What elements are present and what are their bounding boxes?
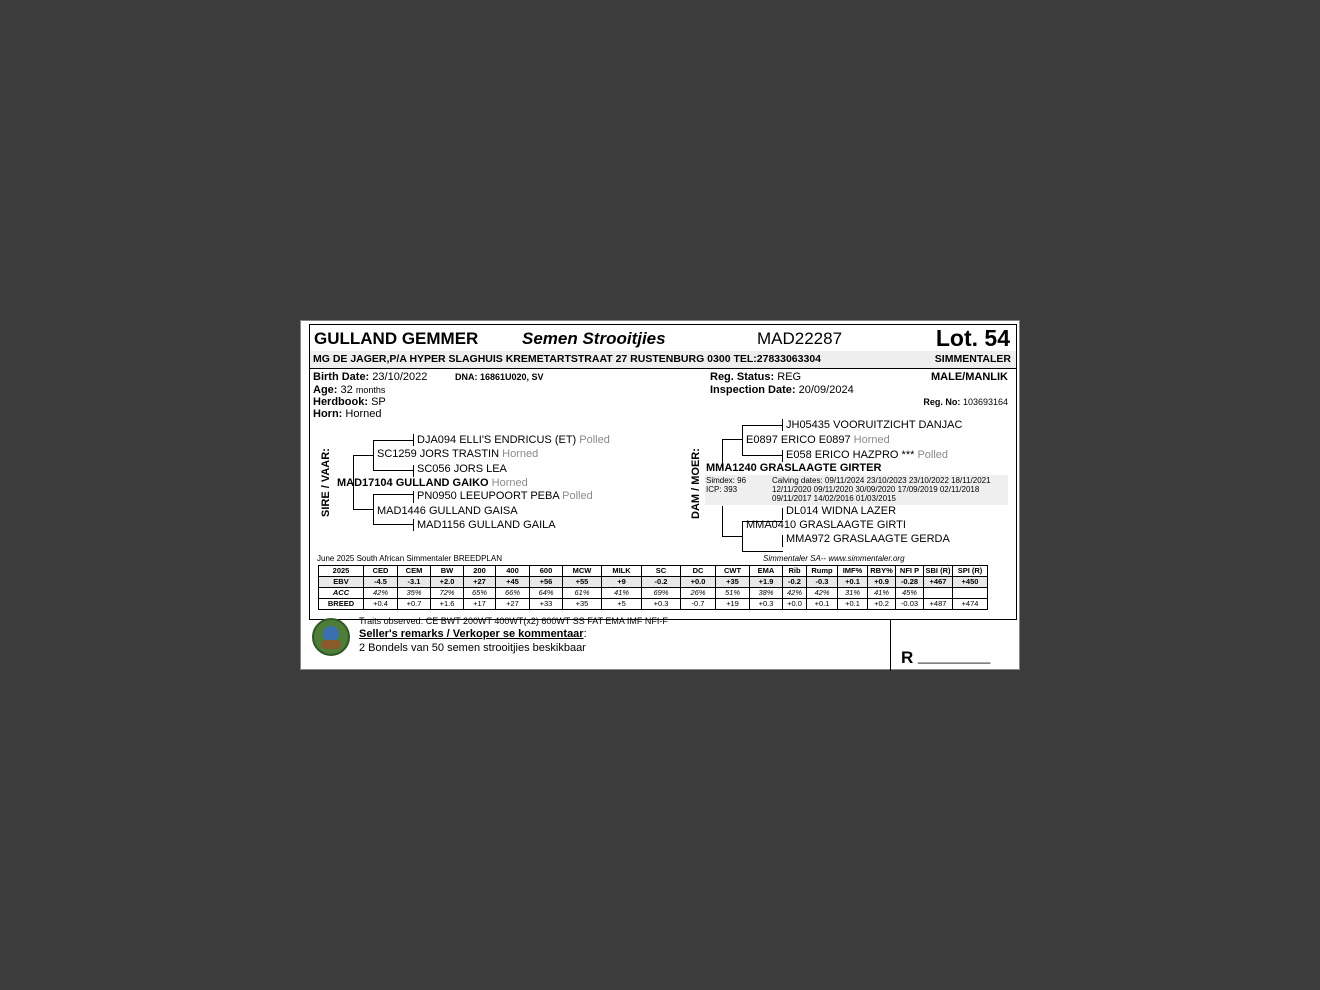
acc-cell	[924, 588, 953, 599]
price-currency: R	[901, 648, 914, 667]
headers-cell: Rump	[807, 566, 838, 577]
headers-cell: 400	[496, 566, 530, 577]
ebv-cell: +56	[530, 577, 563, 588]
calving-dates-3: 09/11/2017 14/02/2016 01/03/2015	[772, 494, 896, 503]
sire-sire-dam: SC056 JORS LEA	[417, 463, 507, 475]
headers-cell: CED	[364, 566, 398, 577]
breed-name: SIMMENTALER	[934, 353, 1011, 365]
ebv-cell: +450	[953, 577, 988, 588]
acc-cell	[953, 588, 988, 599]
remarks-title: Seller's remarks / Verkoper se kommentaar:	[359, 628, 587, 640]
sire-dam: MAD1446 GULLAND GAISA	[377, 505, 518, 517]
card-header	[310, 325, 1016, 352]
lot-card-frame	[309, 324, 1017, 620]
headers-cell: 600	[530, 566, 563, 577]
ebv-cell: -0.2	[642, 577, 681, 588]
sire: MAD17104 GULLAND GAIKO Horned	[337, 477, 528, 489]
dam-label: DAM / MOER:	[690, 448, 702, 519]
breed-cell: +0.2	[868, 599, 896, 610]
acc-cell: 64%	[530, 588, 563, 599]
sire-sire: SC1259 JORS TRASTIN Horned	[377, 448, 539, 460]
price-blank: __________	[918, 649, 991, 664]
product-type: Semen Strooitjies	[522, 329, 666, 348]
sire-label: SIRE / VAAR:	[320, 448, 332, 517]
ebv-cell: -0.3	[807, 577, 838, 588]
sire-sire-sire: DJA094 ELLI'S ENDRICUS (ET) Polled	[417, 434, 610, 446]
traits-observed: Traits observed: CE BWT 200WT 400WT(x2) 600WT SS FAT EMA IMF NFI-F	[359, 616, 668, 626]
dam-sire-dam: E058 ERICO HAZPRO *** Polled	[786, 449, 949, 461]
acc-cell: 42%	[364, 588, 398, 599]
ebv-cell: -4.5	[364, 577, 398, 588]
sire-dam-sire: PN0950 LEEUPOORT PEBA Polled	[417, 490, 593, 502]
headers-cell: Rib	[783, 566, 807, 577]
dna-info: DNA: 16861U020, SV	[455, 372, 544, 382]
age: Age: 32 months	[313, 384, 386, 396]
simdex: Simdex: 96	[706, 476, 747, 485]
ebv-cell: -0.28	[896, 577, 924, 588]
breed-cell: +0.4	[364, 599, 398, 610]
breed-cell: +17	[464, 599, 496, 610]
headers-cell: SC	[642, 566, 681, 577]
horn-status: Horn: Horned	[313, 408, 382, 420]
acc-cell: ACC	[319, 588, 364, 599]
acc-cell: 42%	[807, 588, 838, 599]
acc-cell: 72%	[431, 588, 464, 599]
ebv-cell: +1.9	[750, 577, 783, 588]
ebv-cell: +0.9	[868, 577, 896, 588]
breed-cell: +1.6	[431, 599, 464, 610]
breed-avg-row	[319, 599, 988, 610]
breedplan-caption: June 2025 South African Simmentaler BREEDPLAN	[317, 554, 502, 563]
ebv-cell: +45	[496, 577, 530, 588]
headers-cell: CEM	[398, 566, 431, 577]
acc-row	[319, 588, 988, 599]
breed-cell: +0.1	[807, 599, 838, 610]
breed-cell: +0.7	[398, 599, 431, 610]
headers-cell: BW	[431, 566, 464, 577]
acc-cell: 42%	[783, 588, 807, 599]
simmentaler-logo	[312, 618, 350, 656]
breedplan-website: Simmentaler SA-- www.simmentaler.org	[763, 554, 905, 563]
breed-cell: +0.1	[838, 599, 868, 610]
ebv-cell: EBV	[319, 577, 364, 588]
ebv-cell: +0.1	[838, 577, 868, 588]
ebv-row	[319, 577, 988, 588]
acc-cell: 26%	[681, 588, 716, 599]
breed-cell: +35	[563, 599, 602, 610]
price-box[interactable]	[890, 619, 1017, 671]
dam-dam-sire: DL014 WIDNA LAZER	[786, 505, 897, 517]
headers-cell: NFI P	[896, 566, 924, 577]
ebv-cell: +2.0	[431, 577, 464, 588]
ebv-cell: +0.0	[681, 577, 716, 588]
headers-cell: CWT	[716, 566, 750, 577]
headers-cell: MCW	[563, 566, 602, 577]
breed-cell: +5	[602, 599, 642, 610]
headers-cell: DC	[681, 566, 716, 577]
ebv-cell: +55	[563, 577, 602, 588]
breed-cell: +0.3	[750, 599, 783, 610]
breed-cell: -0.7	[681, 599, 716, 610]
ebv-table	[318, 565, 988, 610]
dam-sire-sire: JH05435 VOORUITZICHT DANJAC	[786, 419, 963, 431]
lot-card	[300, 320, 1020, 670]
ebv-cell: +467	[924, 577, 953, 588]
ebv-cell: +35	[716, 577, 750, 588]
dam-dam-dam: MMA972 GRASLAAGTE GERDA	[786, 533, 950, 545]
ebv-cell: -0.2	[783, 577, 807, 588]
reg-status: Reg. Status: REG	[710, 371, 802, 383]
sex: MALE/MANLIK	[931, 371, 1008, 383]
headers-cell: EMA	[750, 566, 783, 577]
owner-bar	[310, 351, 1016, 369]
breed-cell: +0.0	[783, 599, 807, 610]
headers-cell: RBY%	[868, 566, 896, 577]
breed-cell: +19	[716, 599, 750, 610]
acc-cell: 41%	[602, 588, 642, 599]
breed-cell: +474	[953, 599, 988, 610]
icp: ICP: 393	[706, 485, 738, 494]
acc-cell: 31%	[838, 588, 868, 599]
acc-cell: 66%	[496, 588, 530, 599]
headers-cell: 2025	[319, 566, 364, 577]
headers-cell: IMF%	[838, 566, 868, 577]
acc-cell: 51%	[716, 588, 750, 599]
calving-dates-1: Calving dates: 09/11/2024 23/10/2023 23/10/2022 18/11/2021	[772, 476, 991, 485]
dam-dam: MMA0410 GRASLAAGTE GIRTI	[746, 519, 906, 531]
herdbook: Herdbook: SP	[313, 396, 386, 408]
acc-cell: 38%	[750, 588, 783, 599]
reg-code: MAD22287	[757, 329, 843, 348]
breed-cell: +487	[924, 599, 953, 610]
acc-cell: 65%	[464, 588, 496, 599]
sire-dam-dam: MAD1156 GULLAND GAILA	[417, 519, 556, 531]
reg-number: Reg. No: 103693164	[923, 397, 1008, 407]
breed-cell: +27	[496, 599, 530, 610]
headers-cell: MILK	[602, 566, 642, 577]
breed-cell: +33	[530, 599, 563, 610]
dam: MMA1240 GRASLAAGTE GIRTER	[706, 462, 882, 474]
lot-number: Lot. 54	[935, 325, 1010, 351]
acc-cell: 35%	[398, 588, 431, 599]
headers-cell: SBI (R)	[925, 566, 951, 575]
acc-cell: 69%	[642, 588, 681, 599]
ebv-cell: +9	[602, 577, 642, 588]
birth-date: Birth Date: 23/10/2022	[313, 371, 428, 383]
remarks-text: 2 Bondels van 50 semen strooitjies beskikbaar	[359, 642, 586, 654]
owner-details: MG DE JAGER,P/A HYPER SLAGHUIS KREMETARTSTRAAT 27 RUSTENBURG 0300 TEL:27833063304	[313, 353, 822, 365]
inspection-date: Inspection Date: 20/09/2024	[710, 384, 854, 396]
dam-sire: E0897 ERICO E0897 Horned	[746, 434, 890, 446]
acc-cell: 45%	[896, 588, 924, 599]
breed-cell: -0.03	[896, 599, 924, 610]
calving-dates-2: 12/11/2020 09/11/2020 30/09/2020 17/09/2019 02/11/2018	[772, 485, 980, 494]
ebv-cell: +27	[464, 577, 496, 588]
headers-cell: SPI (R)	[953, 566, 988, 577]
breed-cell: +0.3	[642, 599, 681, 610]
cattle-icon	[321, 640, 341, 649]
calving-info	[705, 475, 1008, 505]
ebv-header-row	[319, 566, 988, 577]
breed-cell: BREED	[319, 599, 364, 610]
headers-cell: 200	[464, 566, 496, 577]
acc-cell: 61%	[563, 588, 602, 599]
acc-cell: 41%	[868, 588, 896, 599]
ebv-cell: -3.1	[398, 577, 431, 588]
animal-name: GULLAND GEMMER	[314, 329, 479, 348]
